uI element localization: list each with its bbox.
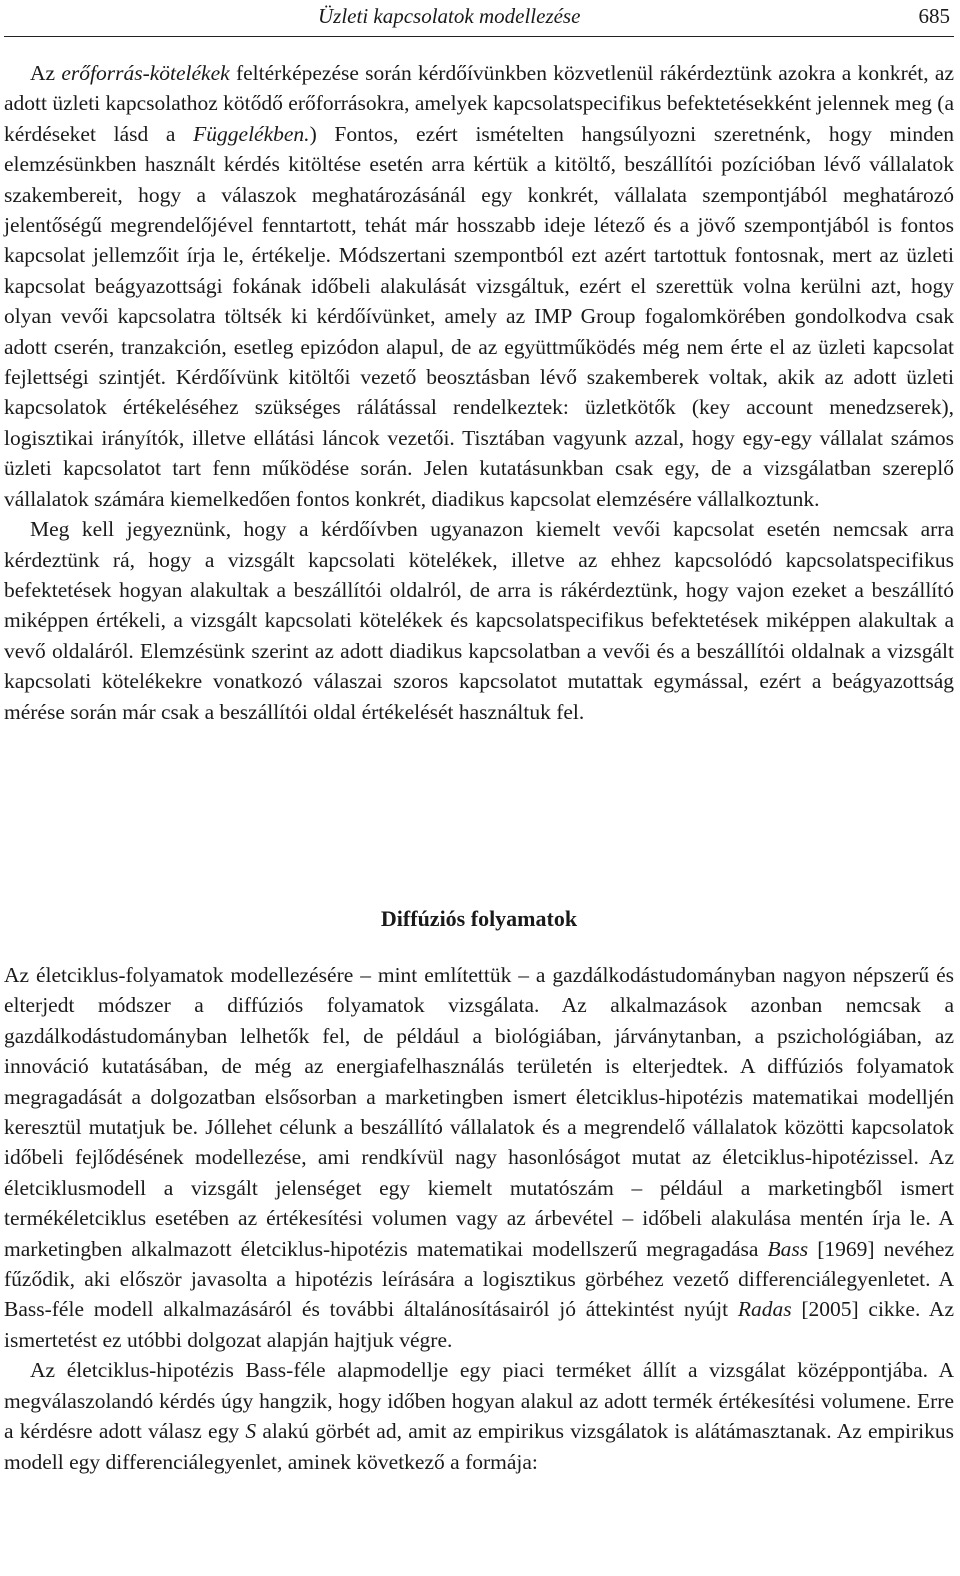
text-run: Meg kell jegyeznünk, hogy a kérdőívben ugyanazon kiemelt vevői kapcsolat esetén nemcsak arra kérdeztünk rá, hogy a vizsgált kapcsolati kötelékek, illetve az ehhez kapcsolódó kapcsolatspecifikus befektetések hogyan alakultak a beszállítói oldalról, de arra is rákérdeztünk, hogy vajon ezeket a beszállító miképpen értékeli, a vizsgált kapcsolati kötelékek és kapcsolatspecifikus befektetések miképpen alakultak a vevő oldaláról. Elemzésünk szerint az adott diadikus kapcsolatban a vevői és a beszállítói oldalnak a vizsgált kapcsolati kötelékekre vonatkozó válaszai szoros kapcsolatot mutattak egymással, ezért a beágyazottság mérése során már csak a beszállítói oldal értékelését használtuk fel.: [4, 517, 954, 724]
italic-text: Radas: [737, 1297, 792, 1322]
paragraph: [4, 514, 954, 727]
running-header-title: Üzleti kapcsolatok modellezése: [318, 4, 581, 28]
text-run: Az: [30, 61, 62, 85]
body-text-top: [4, 58, 954, 727]
italic-text: Bass: [767, 1236, 809, 1261]
italic-text: S: [245, 1419, 257, 1444]
text-run: [1969] nevéhez fűződik, aki először javasolta a hipotézis leírására a logisztikus görbéhez vezető differenciálegyenletet. A Bass-féle modell alkalmazásáról és további általánosításairól jó áttekintést nyújt: [4, 1236, 954, 1322]
paragraph: [4, 58, 954, 514]
paragraph: [4, 1355, 954, 1477]
text-run: Az életciklus-folyamatok modellezésére – mint említettük – a gazdálkodástudományban nagyon népszerű és elterjedt módszer a diffúziós folyamatok vizsgálata. Az alkalmazások azonban nemcsak a gazdálkodástudományban lelhetők fel, de például a biológiában, járványtanban, a pszichológiában, az innováció kutatásában, de még az energiafelhasználás területén is elterjedtek. A diffúziós folyamatok megragadását a dolgozatban elsősorban a marketingben ismert életciklus-hipotézis matematikai modelljén keresztül mutatjuk be. Jóllehet célunk a beszállító vállalatok és a megrendelő vállalatok közötti kapcsolatok időbeli fejlődésének modellezése, ami rendkívül nagy hasonlóságot mutat az életciklus-hipotézissel. Az életciklusmodell a vizsgált jelenséget egy kiemelt mutatószám – például a marketingből ismert termékéletciklus esetében az értékesítési volumen vagy az árbevétel – időbeli alakulása mentén írja le. A marketingben alkalmazott életciklus-hipotézis matematikai modellszerű megragadása: [4, 963, 954, 1261]
italic-text: Függelékben.: [193, 121, 310, 146]
text-run: [2005] cikke. Az ismertetést ez utóbbi dolgozat alapján hajtjuk végre.: [4, 1297, 954, 1352]
paragraph: [4, 960, 954, 1355]
body-text-bottom: [4, 960, 954, 1477]
text-run: feltérképezése során kérdőívünkben közvetlenül rákérdeztünk azokra a konkrét, az adott üzleti kapcsolathoz kötődő erőforrásokra, amelyek kapcsolatspecifikus befektetésekként jelennek meg (a kérdéseket lásd a: [4, 61, 955, 146]
section-heading: Diffúziós folyamatok: [380, 906, 578, 931]
page-number: 685: [918, 4, 950, 28]
text-run: alakú görbét ad, amit az empirikus vizsgálatok is alátámasztanak. Az empirikus modell egy differenciálegyenlet, aminek következő a formája:: [4, 1419, 954, 1474]
text-run: ) Fontos, ezért ismételten hangsúlyozni szeretnénk, hogy minden elemzésünkben használt kérdés kitöltése esetén arra kértük a kitöltő, beszállítói pozícióban lévő vállalatok szakembereit, hogy a válaszok meghatározásánál egy konkrét, vállalata szempontjából meghatározó jelentőségű megrendelőjével fenntartott, tehát már hosszabb ideje létező és a jövő szempontjából is fontos kapcsolat jellemzőit írja le, értékelje. Módszertani szempontból ezt azért tartottuk fontosnak, mert az üzleti kapcsolat beágyazottsági fokának időbeli alakulását vizsgáltuk, ezért el szerettük volna kerülni azt, hogy olyan vevői kapcsolatra töltsék ki kérdőívünket, amely az IMP Group fogalomkörében gondolkodva csak adott cserén, tranzakción, esetleg epizódon alapul, de az együttműködés még nem érte el az üzleti kapcsolat fejlettségi szintjét. Kérdőívünk kitöltői vezető beosztásban lévő szakemberek voltak, akik az adott üzleti kapcsolatok értékeléséhez szükséges rálátással rendelkeztek: üzletkötők (key account menedzserek), logisztikai irányítók, illetve ellátási láncok vezetői. Tisztában vagyunk azzal, hogy egy-egy vállalat számos üzleti kapcsolatot tart fenn működése során. Jelen kutatásunkban csak egy, de a vizsgálatban szereplő vállalatok számára kiemelkedően fontos konkrét, diadikus kapcsolat elemzésére vállalkoztunk.: [4, 121, 954, 511]
italic-text: erőforrás-kötelékek: [61, 61, 230, 85]
running-header: [4, 0, 954, 37]
text-run: Az életciklus-hipotézis Bass-féle alapmodellje egy piaci terméket állít a vizsgálat középpontjába. A megválaszolandó kérdés úgy hangzik, hogy időben hogyan alakul az adott termék értékesítési volumene. Erre a kérdésre adott válasz egy: [4, 1358, 954, 1444]
